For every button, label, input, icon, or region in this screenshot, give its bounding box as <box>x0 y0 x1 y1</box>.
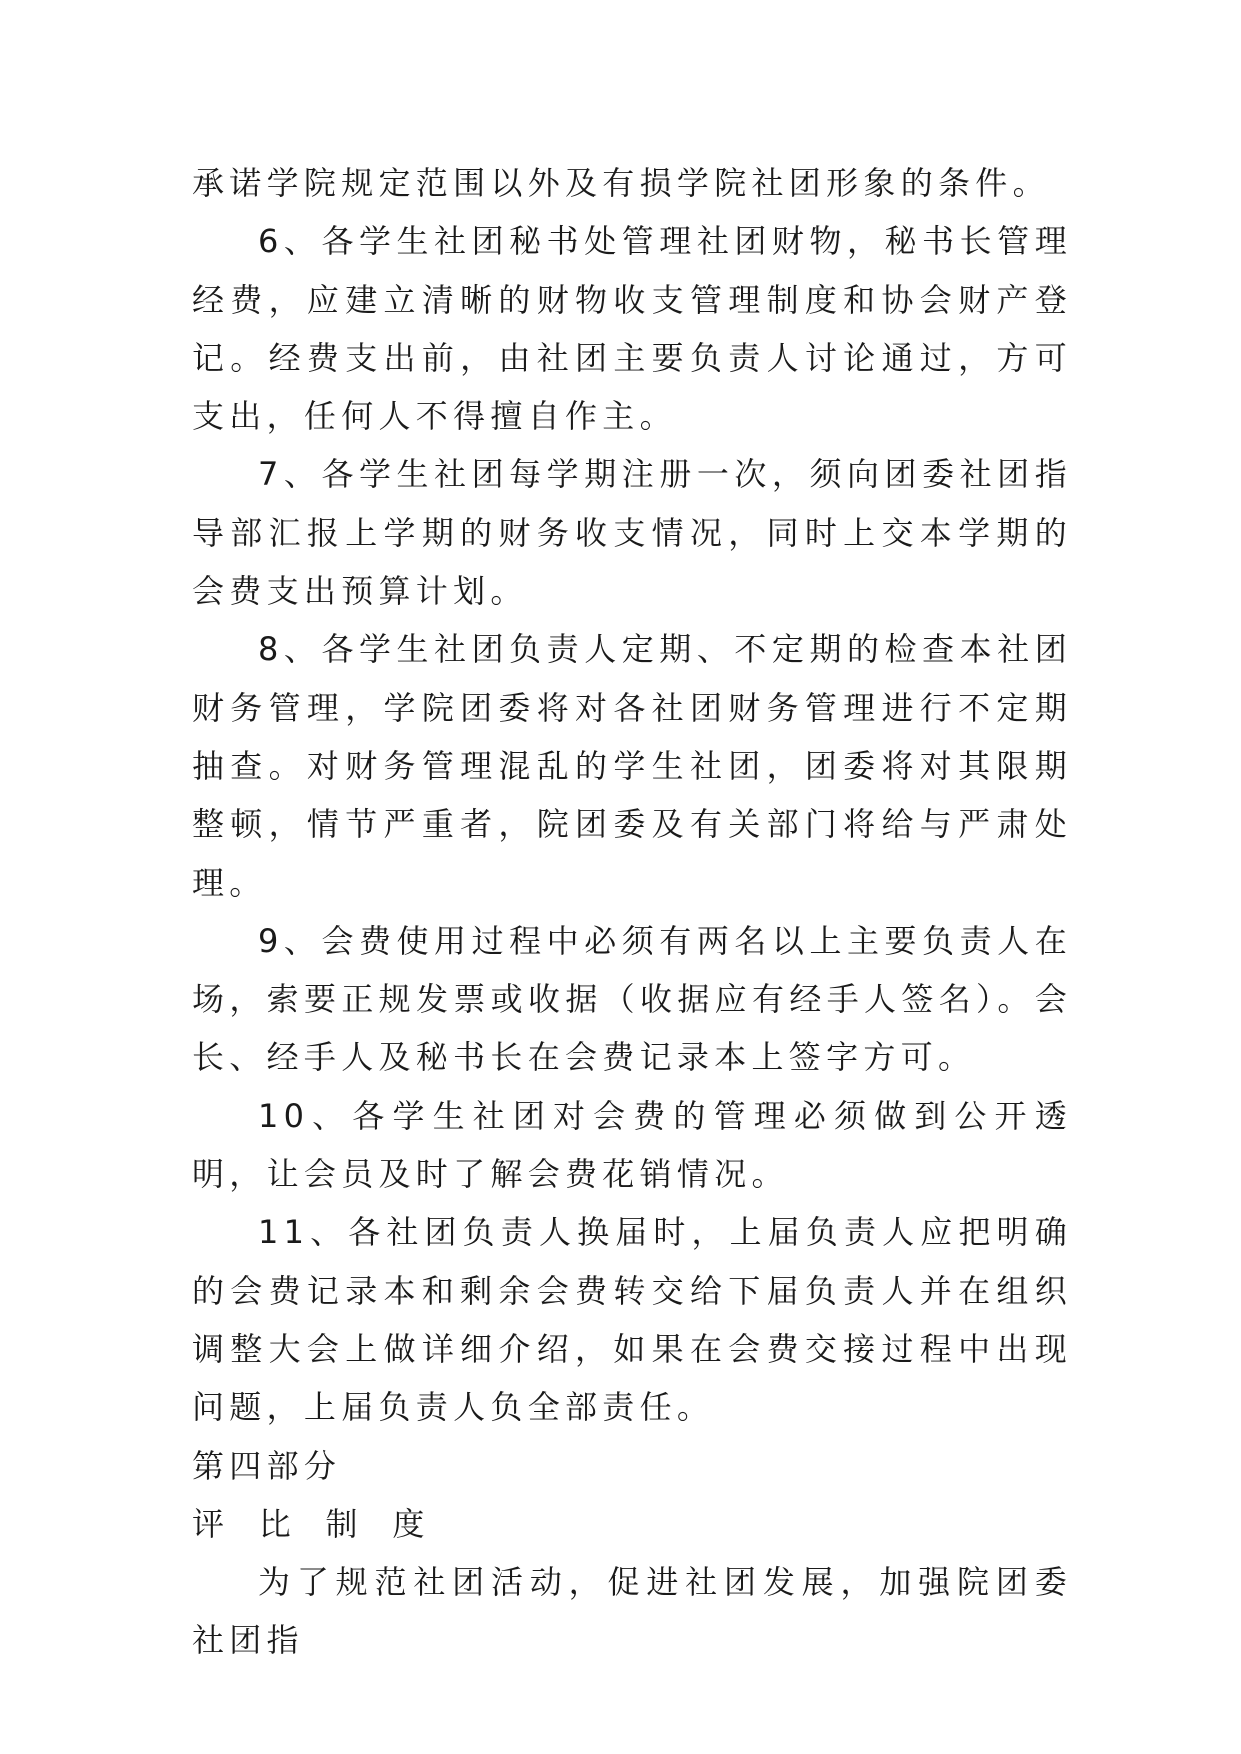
paragraph-item-8: 8、各学生社团负责人定期、不定期的检查本社团财务管理，学院团委将对各社团财务管理进行不定期抽查。对财务管理混乱的学生社团，团委将对其限期整顿，情节严重者，院团委及有关部门将给与严肃处理。 <box>192 630 1072 902</box>
section-title: 评 比 制 度 <box>192 1504 430 1543</box>
section-heading: 第四部分 <box>192 1446 342 1485</box>
paragraph-item-10: 10、各学生社团对会费的管理必须做到公开透明，让会员及时了解会费花销情况。 <box>192 1096 1072 1194</box>
paragraph-item-7: 7、各学生社团每学期注册一次，须向团委社团指导部汇报上学期的财务收支情况，同时上交本学期的会费支出预算计划。 <box>192 455 1072 611</box>
paragraph-item-11: 11、各社团负责人换届时，上届负责人应把明确的会费记录本和剩余会费转交给下届负责人并在组织调整大会上做详细介绍，如果在会费交接过程中出现问题，上届负责人负全部责任。 <box>192 1213 1072 1427</box>
paragraph-item-6: 6、各学生社团秘书处管理社团财物，秘书长管理经费，应建立清晰的财物收支管理制度和协会财产登记。经费支出前，由社团主要负责人讨论通过，方可支出，任何人不得擅自作主。 <box>192 222 1072 436</box>
document-body <box>192 154 1072 1670</box>
paragraph-intro: 为了规范社团活动，促进社团发展，加强院团委社团指 <box>192 1563 1072 1660</box>
paragraph-continuation: 承诺学院规定范围以外及有损学院社团形象的条件。 <box>192 164 1050 202</box>
paragraph-item-9: 9、会费使用过程中必须有两名以上主要负责人在场，索要正规发票或收据（收据应有经手人签名）。会长、经手人及秘书长在会费记录本上签字方可。 <box>192 921 1072 1077</box>
